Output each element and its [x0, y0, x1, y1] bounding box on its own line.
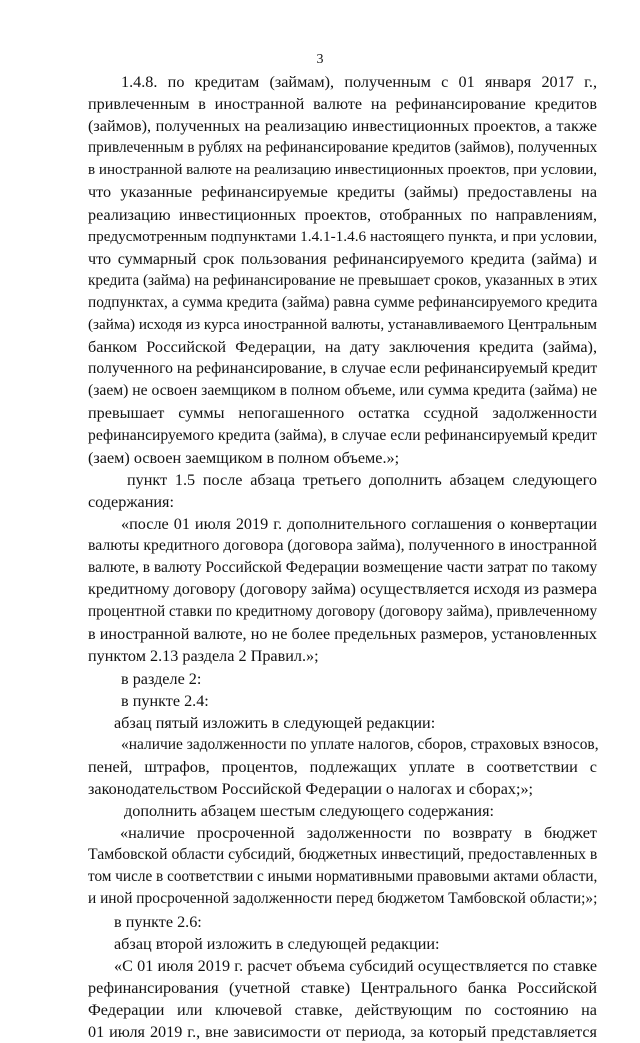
paragraph-line: (заем) освоен заемщиком в полном объеме.»; — [88, 448, 400, 467]
paragraph-line: 1.4.8. по кредитам (займам), полученным с 01 января 2017 г., — [121, 73, 597, 91]
paragraph-line: что суммарный срок пользования рефинансируемого кредита (займа) и — [88, 249, 597, 268]
document-body — [88, 71, 597, 1043]
paragraph-line: в иностранной валюте, но не более предельных размеров, установленных — [88, 625, 597, 644]
paragraph-line: Федерации или ключевой ставке, действующим по состоянию на — [88, 1000, 597, 1019]
paragraph-line: и иной просроченной задолженности перед бюджетом Тамбовской области;»; — [88, 890, 598, 908]
paragraph-line: валюты кредитного договора (договора займа), полученного в иностранной — [88, 536, 597, 554]
paragraph-line: превышает суммы непогашенного остатка ссудной задолженности — [88, 404, 597, 423]
paragraph-line: «после 01 июля 2019 г. дополнительного соглашения о конвертации — [121, 514, 597, 533]
paragraph-line: реализацию инвестиционных проектов, отобранных по направлениям, — [88, 205, 597, 224]
paragraph-line: дополнить абзацем шестым следующего содержания: — [124, 802, 495, 821]
paragraph-line: абзац второй изложить в следующей редакции: — [114, 934, 440, 953]
paragraph-line: процентной ставки по кредитному договору (договору займа), привлеченному — [88, 603, 598, 621]
paragraph-line: том числе в соответствии с иными нормативными правовыми актами области, — [88, 868, 598, 886]
paragraph-line: 01 июля 2019 г., вне зависимости от периода, за который представляется — [88, 1023, 597, 1042]
paragraph-line: (займа) исходя из курса иностранной валюты, устанавливаемого Центральным — [88, 317, 597, 334]
paragraph-line: «наличие задолженности по уплате налогов, сборов, страховых взносов, — [121, 735, 599, 753]
paragraph-line: в пункте 2.6: — [114, 912, 202, 931]
paragraph-line: содержания: — [88, 492, 174, 511]
paragraph-line: в пункте 2.4: — [121, 691, 209, 710]
paragraph-line: пунктом 2.13 раздела 2 Правил.»; — [88, 647, 319, 666]
paragraph-line: кредита (займа) на рефинансирование не превышает сроков, указанных в этих — [88, 271, 598, 289]
paragraph-line: законодательством Российской Федерации о налогах и сборах;»; — [88, 780, 534, 798]
paragraph-line: пеней, штрафов, процентов, подлежащих уплате в соответствии с — [88, 757, 597, 776]
paragraph-line: предусмотренным подпунктами 1.4.1-1.4.6 настоящего пункта, и при условии, — [88, 227, 598, 245]
paragraph-line: (заем) не освоен заемщиком в полном объеме, или сумма кредита (займа) не — [88, 382, 598, 400]
paragraph-line: (займов), полученных на реализацию инвестиционных проектов, а также — [88, 117, 597, 136]
paragraph-line: что указанные рефинансируемые кредиты (займы) предоставлены на — [88, 183, 597, 202]
paragraph-line: абзац пятый изложить в следующей редакции: — [114, 713, 436, 732]
paragraph-line: в разделе 2: — [121, 669, 202, 688]
paragraph-line: привлеченным в иностранной валюте на рефинансирование кредитов — [88, 95, 597, 114]
paragraph-line: рефинансируемого кредита (займа), в случае если рефинансируемый кредит — [88, 426, 597, 444]
paragraph-line: подпунктах, а сумма кредита (займа) равна сумме рефинансируемого кредита — [88, 293, 598, 311]
paragraph-line: пункт 1.5 после абзаца третьего дополнить абзацем следующего — [127, 470, 597, 489]
paragraph-line: рефинансирования (учетной ставке) Центрального банка Российской — [88, 978, 597, 997]
paragraph-line: полученного на рефинансирование, в случае если рефинансируемый кредит — [88, 360, 598, 378]
paragraph-line: кредитному договору (договору займа) осуществляется исходя из размера — [88, 581, 597, 599]
paragraph-line: привлеченным в рублях на рефинансирование кредитов (займов), полученных — [88, 139, 598, 157]
paragraph-line: «наличие просроченной задолженности по возврату в бюджет — [120, 824, 597, 843]
paragraph-line: валюте, в валюту Российской Федерации возмещение части затрат по такому — [88, 559, 598, 577]
paragraph-line: банком Российской Федерации, на дату заключения кредита (займа), — [88, 338, 597, 357]
page-number: 3 — [316, 52, 324, 67]
paragraph-line: «С 01 июля 2019 г. расчет объема субсидий осуществляется по ставке — [114, 956, 597, 975]
paragraph-line: в иностранной валюте на реализацию инвестиционных проектов, при условии, — [88, 162, 598, 179]
paragraph-line: Тамбовской области субсидий, бюджетных инвестиций, предоставленных в — [88, 846, 598, 864]
